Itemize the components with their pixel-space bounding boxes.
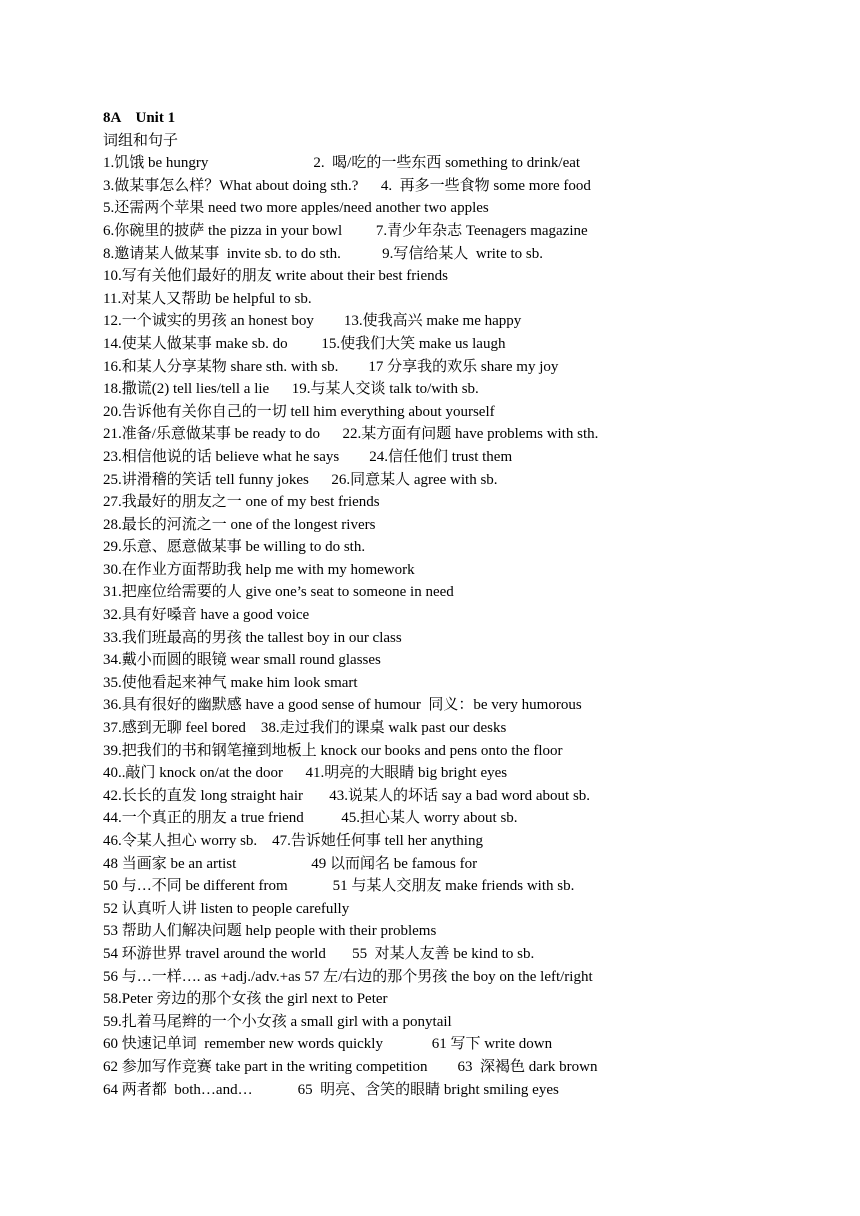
phrase-line: 44.一个真正的朋友 a true friend 45.担心某人 worry about sb. bbox=[103, 810, 518, 827]
phrase-line: 6.你碗里的披萨 the pizza in your bowl 7.青少年杂志 Teenagers magazine bbox=[103, 222, 588, 239]
phrase-line: 40..敲门 knock on/at the door 41.明亮的大眼睛 big bright eyes bbox=[103, 765, 508, 782]
phrase-line: 32.具有好嗓音 have a good voice bbox=[103, 607, 310, 624]
phrase-line: 30.在作业方面帮助我 help me with my homework bbox=[103, 561, 415, 578]
phrase-line: 28.最长的河流之一 one of the longest rivers bbox=[103, 516, 376, 533]
phrase-line: 48 当画家 be an artist 49 以而闻名 be famous for bbox=[103, 855, 478, 872]
phrase-line: 36.具有很好的幽默感 have a good sense of humour 同义：be very humorous bbox=[103, 697, 582, 714]
phrase-line: 39.把我们的书和钢笔撞到地板上 knock our books and pens onto the floor bbox=[103, 742, 563, 759]
phrase-line: 12.一个诚实的男孩 an honest boy 13.使我高兴 make me happy bbox=[103, 313, 522, 330]
phrase-line: 60 快速记单词 remember new words quickly 61 写下 write down bbox=[103, 1036, 553, 1053]
phrase-line: 37.感到无聊 feel bored 38.走过我们的课桌 walk past our desks bbox=[103, 720, 507, 737]
phrase-line: 52 认真听人讲 listen to people carefully bbox=[103, 900, 350, 917]
document-subtitle: 词组和句子 bbox=[103, 132, 179, 149]
phrase-line: 20.告诉他有关你自己的一切 tell him everything about yourself bbox=[103, 403, 495, 420]
phrase-line: 33.我们班最高的男孩 the tallest boy in our class bbox=[103, 629, 402, 646]
phrase-line: 23.相信他说的话 believe what he says 24.信任他们 trust them bbox=[103, 448, 513, 465]
phrase-line: 58.Peter 旁边的那个女孩 the girl next to Peter bbox=[103, 991, 388, 1008]
phrase-line: 42.长长的直发 long straight hair 43.说某人的坏话 say a bad word about sb. bbox=[103, 787, 591, 804]
phrase-line: 27.我最好的朋友之一 one of my best friends bbox=[103, 494, 380, 511]
phrase-list bbox=[103, 152, 843, 1101]
phrase-line: 10.写有关他们最好的朋友 write about their best friends bbox=[103, 268, 448, 285]
phrase-line: 56 与…一样…. as +adj./adv.+as 57 左/右边的那个男孩 the boy on the left/right bbox=[103, 968, 593, 985]
phrase-line: 25.讲滑稽的笑话 tell funny jokes 26.同意某人 agree with sb. bbox=[103, 471, 498, 488]
phrase-line: 62 参加写作竞赛 take part in the writing competition 63 深褐色 dark brown bbox=[103, 1058, 598, 1075]
phrase-line: 14.使某人做某事 make sb. do 15.使我们大笑 make us laugh bbox=[103, 335, 506, 352]
phrase-line: 46.令某人担心 worry sb. 47.告诉她任何事 tell her anything bbox=[103, 833, 483, 849]
phrase-line: 34.戴小而圆的眼镜 wear small round glasses bbox=[103, 652, 381, 669]
phrase-line: 3.做某事怎么样？What about doing sth.? 4. 再多一些食物 some more food bbox=[103, 177, 591, 194]
phrase-line: 5.还需两个苹果 need two more apples/need another two apples bbox=[103, 200, 489, 217]
phrase-line: 21.准备/乐意做某事 be ready to do 22.某方面有问题 have problems with sth. bbox=[103, 426, 599, 443]
phrase-line: 64 两者都 both…and… 65 明亮、含笑的眼睛 bright smiling eyes bbox=[103, 1081, 559, 1098]
phrase-line: 16.和某人分享某物 share sth. with sb. 17 分享我的欢乐 share my joy bbox=[103, 358, 559, 375]
phrase-line: 54 环游世界 travel around the world 55 对某人友善 be kind to sb. bbox=[103, 945, 535, 962]
phrase-line: 11.对某人又帮助 be helpful to sb. bbox=[103, 290, 312, 307]
phrase-line: 8.邀请某人做某事 invite sb. to do sth. 9.写信给某人 write to sb. bbox=[103, 245, 543, 262]
document-body bbox=[103, 107, 843, 1101]
phrase-line: 1.饥饿 be hungry 2. 喝/吃的一些东西 something to drink/eat bbox=[103, 155, 581, 172]
phrase-line: 59.扎着马尾辫的一个小女孩 a small girl with a ponytail bbox=[103, 1013, 452, 1030]
phrase-line: 50 与…不同 be different from 51 与某人交朋友 make friends with sb. bbox=[103, 878, 575, 895]
phrase-line: 31.把座位给需要的人 give one’s seat to someone in need bbox=[103, 584, 454, 601]
phrase-line: 53 帮助人们解决问题 help people with their problems bbox=[103, 923, 437, 940]
phrase-line: 29.乐意、愿意做某事 be willing to do sth. bbox=[103, 539, 366, 556]
phrase-line: 18.撒谎(2) tell lies/tell a lie 19.与某人交谈 talk to/with sb. bbox=[103, 381, 479, 398]
document-title: 8A Unit 1 bbox=[103, 110, 176, 126]
phrase-line: 35.使他看起来神气 make him look smart bbox=[103, 674, 358, 691]
